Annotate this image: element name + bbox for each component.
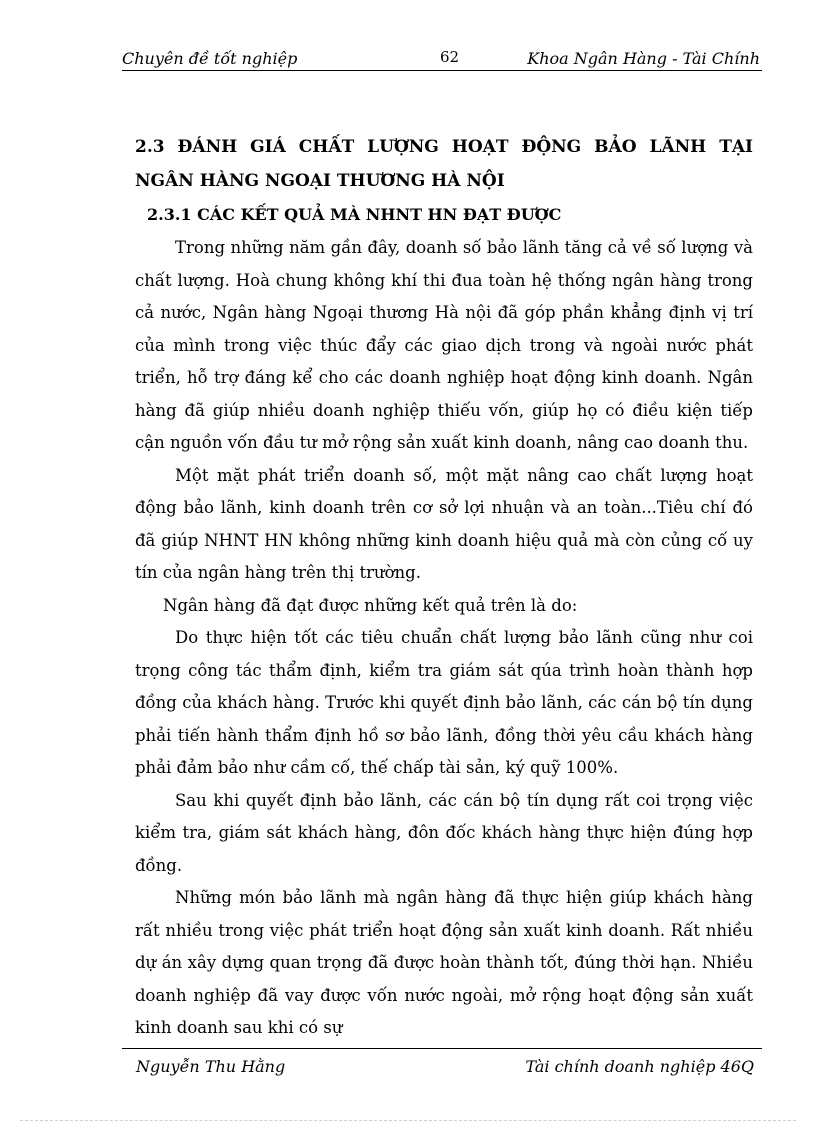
page-bottom-divider	[20, 1120, 796, 1121]
subsection-title: 2.3.1 CÁC KẾT QUẢ MÀ NHNT HN ĐẠT ĐƯỢC	[147, 205, 562, 224]
paragraph-3: Ngân hàng đã đạt được những kết quả trên là do:	[163, 595, 578, 615]
header-faculty: Khoa Ngân Hàng - Tài Chính	[527, 49, 760, 68]
section-title: 2.3 ĐÁNH GIÁ CHẤT LƯỢNG HOẠT ĐỘNG BẢO LÃNH TẠI NGÂN HÀNG NGOẠI THƯƠNG HÀ NỘI	[135, 137, 753, 191]
paragraph-6: Những món bảo lãnh mà ngân hàng đã thực hiện giúp khách hàng rất nhiều trong việc phát triển hoạt động sản xuất kinh doanh. Rất nhiều dự án xây dựng quan trọng đã được hoàn thành tốt, đúng thời hạn. Nhiều doanh nghiệp đã vay được vốn nước ngoài, mở rộng hoạt động sản xuất kinh doanh sau khi có sự	[135, 888, 753, 1037]
page-header	[122, 48, 762, 71]
page-footer	[122, 1048, 762, 1079]
footer-class: Tài chính doanh nghiệp 46Q	[525, 1057, 754, 1076]
paragraph-5: Sau khi quyết định bảo lãnh, các cán bộ tín dụng rất coi trọng việc kiểm tra, giám sát khách hàng, đôn đốc khách hàng thực hiện đúng hợp đồng.	[135, 790, 753, 875]
page-number: 62	[440, 48, 460, 66]
paragraph-4: Do thực hiện tốt các tiêu chuẩn chất lượng bảo lãnh cũng như coi trọng công tác thẩm định, kiểm tra giám sát qúa trình hoàn thành hợp đồng của khách hàng. Trước khi quyết định bảo lãnh, các cán bộ tín dụng phải tiến hành thẩm định hồ sơ bảo lãnh, đồng thời yêu cầu khách hàng phải đảm bảo như cầm cố, thế chấp tài sản, ký quỹ 100%.	[135, 628, 753, 777]
paragraph-1: Trong những năm gần đây, doanh số bảo lãnh tăng cả về số lượng và chất lượng. Hoà chung không khí thi đua toàn hệ thống ngân hàng trong cả nước, Ngân hàng Ngoại thương Hà nội đã góp phần khẳng định vị trí của mình trong việc thúc đẩy các giao dịch trong và ngoài nước phát triển, hỗ trợ đáng kể cho các doanh nghiệp hoạt động kinh doanh. Ngân hàng đã giúp nhiều doanh nghiệp thiếu vốn, giúp họ có điều kiện tiếp cận nguồn vốn đầu tư mở rộng sản xuất kinh doanh, nâng cao doanh thu.	[135, 238, 753, 452]
header-document-title: Chuyên đề tốt nghiệp	[122, 49, 298, 68]
footer-author: Nguyễn Thu Hằng	[136, 1057, 286, 1076]
paragraph-2: Một mặt phát triển doanh số, một mặt nâng cao chất lượng hoạt động bảo lãnh, kinh doanh trên cơ sở lợi nhuận và an toàn...Tiêu chí đó đã giúp NHNT HN không những kinh doanh hiệu quả mà còn củng cố uy tín của ngân hàng trên thị trường.	[135, 465, 753, 582]
page-body	[135, 130, 753, 1045]
